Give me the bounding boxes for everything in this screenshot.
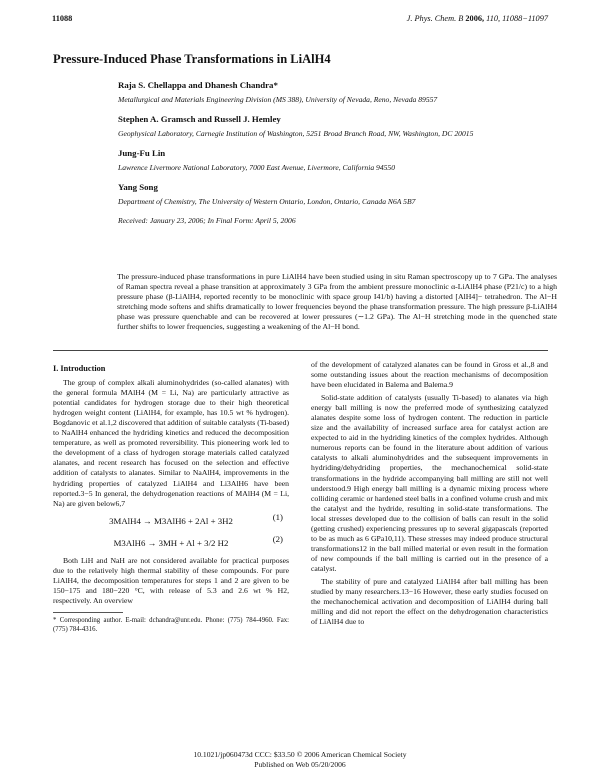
equation-1 bbox=[53, 512, 289, 534]
article-title: Pressure-Induced Phase Transformations in LiAlH4 bbox=[53, 52, 331, 66]
equation-number: (1) bbox=[272, 511, 283, 522]
page-number: 11088 bbox=[52, 14, 73, 23]
section-heading: I. Introduction bbox=[53, 364, 106, 373]
journal-reference: J. Phys. Chem. B 2006, 110, 11088−11097 bbox=[406, 14, 548, 23]
equation-body: 3MAlH4 → M3AlH6 + 2Al + 3H2 bbox=[109, 515, 233, 526]
paragraph: The group of complex alkali aluminohydrides (so-called alanates) with the general formula MAlH4 (M = Li, Na) are particularly attractive as potential candidates for hydrogen storage due to their high theoretical hydrogen weight content (LiAlH4, for example, has 10.5 wt % hydrogen). Bogdanovic et al.1,2 discovered that addition of suitable catalysts (Ti-based) to NaAlH4 enhanced the hydriding kinetics and reduced the decomposition temperature, as well as promoted reversibility. This pioneering work led to the development of a class of hydrogen storage materials called catalyzed alanates, and recent research has focused on the selection and effective addition of catalysts to alanates. Similar to NaAlH4, improvements in the hydriding properties of catalyzed LiAlH4 and Li3AlH6 have been reported.3−5 In general, the dehydrogenation reactions of MAlH4 (M = Li, Na) are given below6,7 bbox=[53, 378, 289, 508]
paragraph: Solid-state addition of catalysts (usually Ti-based) to alanates via high energy ball milling is now the preferred mode of synthesizing catalyzed alanates despite some loss of hydrogen content. The reduction in particle size and the availability of increased surface area for catalyst action are expected to aid in the hydriding kinetics of the complex hydrides. Although numerous reports can be found in the literature about addition of various catalysts to alkali aluminohydrides and the subsequent improvements in hydriding/dehydriding properties, the mechanochemical solid-state transformations in the hydride accompanying ball milling are still not well understood.9 High energy ball milling is a dynamic mixing process where colliding ceramic or hardened steel balls in a confined volume crush and mix the catalyst and the hydride, resulting in solid-state transformations. The local stresses developed due to the collision of balls can result in the solid (getting crushed) experiencing pressures up to several gigapascals (reported to be as much as 6 GPa10,11). These stresses may indeed produce structural transformations12 in the ball milled material or even result in the formation of new compounds if the ball milling is carried out in the presence of a catalyst. bbox=[311, 393, 548, 573]
author-names: Stephen A. Gramsch and Russell J. Hemley bbox=[118, 114, 281, 124]
left-column bbox=[53, 360, 289, 634]
affiliation: Geophysical Laboratory, Carnegie Institution of Washington, 5251 Broad Branch Road, NW, Washington, DC 20015 bbox=[118, 129, 474, 138]
author-group bbox=[118, 148, 558, 173]
page-footer bbox=[0, 750, 600, 769]
equation-2 bbox=[53, 534, 289, 556]
divider bbox=[53, 350, 548, 351]
equation-body: M3AlH6 → 3MH + Al + 3/2 H2 bbox=[113, 537, 229, 548]
footnote-divider bbox=[53, 612, 123, 613]
paragraph: Both LiH and NaH are not considered available for practical purposes due to the relatively high thermal stability of these compounds. For pure LiAlH4, the decomposition temperatures for steps 1 and 2 are given to be 150−175 and 180−220 °C, with release of 5.3 and 2.6 wt % H2, respectively. An overview bbox=[53, 555, 289, 605]
doi-line: 10.1021/jp060473d CCC: $33.50 © 2006 American Chemical Society bbox=[193, 750, 407, 759]
author-names: Jung-Fu Lin bbox=[118, 148, 166, 158]
author-names: Yang Song bbox=[118, 182, 158, 192]
paragraph: The stability of pure and catalyzed LiAlH4 after ball milling has been studied by many researchers.13−16 However, these early studies focused on the mechanochemical activation and decomposition of LiAlH4 during ball milling and did not report the effect on the dehydrogenation characteristics of LiAlH4 due to bbox=[311, 576, 548, 627]
author-group bbox=[118, 80, 558, 105]
paragraph: of the development of catalyzed alanates can be found in Gross et al.,8 and some outstanding issues about the reaction mechanisms of decomposition have been elucidated in Balema and Balema.9 bbox=[311, 360, 548, 390]
right-column bbox=[311, 360, 548, 630]
author-block bbox=[118, 80, 558, 225]
equation-number: (2) bbox=[272, 533, 283, 544]
publication-date: Published on Web 05/20/2006 bbox=[254, 759, 346, 769]
abstract: The pressure-induced phase transformations in pure LiAlH4 have been studied using in situ Raman spectroscopy up to 7 GPa. The analyses of Raman spectra reveal a phase transition at approximately 3 GPa from the ambient pressure monoclinic α-LiAlH4 phase (P21/c) to a high pressure phase (β-LiAlH4, reported recently to be monoclinic with space group I41/b) having a distorted [AlH4]− tetrahedron. The Al−H stretching mode softens and shifts dramatically to lower frequencies beyond the phase transformation pressure. The high pressure β-LiAlH4 phase was pressure quenchable and can be recovered at lower pressures (∼1.2 GPa). The Al−H stretching mode in the quenched state further shifts to lower frequencies, suggesting a weakening of the Al−H bond. bbox=[117, 272, 557, 332]
affiliation: Metallurgical and Materials Engineering Division (MS 388), University of Nevada, Reno, Nevada 89557 bbox=[118, 95, 438, 104]
author-names: Raja S. Chellappa and Dhanesh Chandra* bbox=[118, 80, 278, 90]
footnote: * Corresponding author. E-mail: dchandra@unr.edu. Phone: (775) 784-4960. Fax: (775) 784-4316. bbox=[53, 616, 289, 633]
author-group bbox=[118, 114, 558, 139]
author-group bbox=[118, 182, 558, 207]
affiliation: Department of Chemistry, The University of Western Ontario, London, Ontario, Canada N6A 5B7 bbox=[118, 197, 416, 206]
received-dates: Received: January 23, 2006; In Final Form: April 5, 2006 bbox=[118, 216, 296, 225]
affiliation: Lawrence Livermore National Laboratory, 7000 East Avenue, Livermore, California 94550 bbox=[118, 163, 396, 172]
